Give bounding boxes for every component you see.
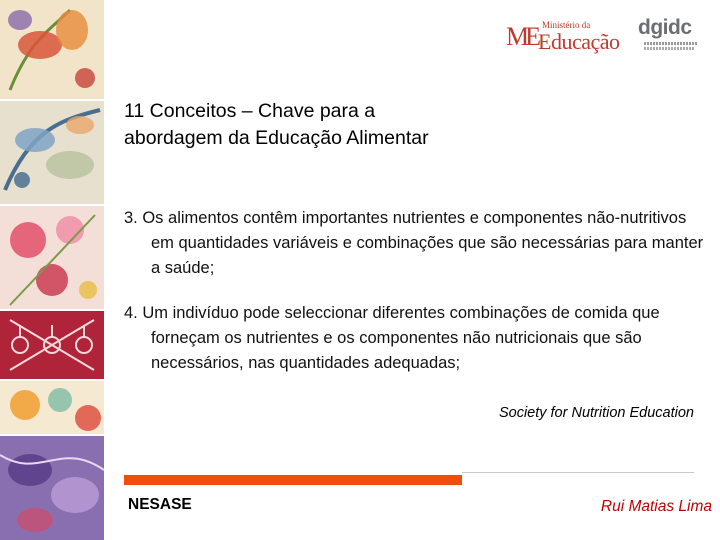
slide-title-line-1: 11 Conceitos – Chave para a	[124, 100, 376, 122]
logo-subtitle-decoration	[644, 47, 694, 50]
footer-author: Rui Matias Lima	[600, 498, 712, 515]
footer-organization: NESASE	[128, 496, 192, 513]
concept-point-3: 3. Os alimentos contêm importantes nutrientes e componentes não-nutritivos em quantidades variáveis e combinações que são necessárias para manter a saúde;	[124, 209, 704, 277]
footer-divider	[462, 472, 694, 473]
logo-dgidc-text: dgidc	[638, 16, 692, 39]
footer-accent-bar	[124, 475, 462, 485]
slide-title-line-2: abordagem da Educação Alimentar	[124, 127, 429, 149]
dgidc-logo	[638, 16, 698, 56]
me-emblem-icon: ME	[506, 22, 537, 51]
logo-subtitle-decoration	[644, 42, 698, 45]
logo-educacao-text: Educação	[538, 29, 620, 54]
logo-ministerio-text: Ministério da	[542, 20, 591, 30]
concept-point-4: 4. Um indivíduo pode seleccionar diferentes combinações de comida que forneçam os nutrientes e os componentes não nutricionais que são necessários, nas quantidades adequadas;	[124, 304, 660, 372]
slide-title	[124, 98, 644, 152]
decorative-art-strip	[0, 0, 104, 540]
source-citation: Society for Nutrition Education	[498, 405, 694, 421]
ministerio-educacao-logo	[506, 20, 620, 54]
